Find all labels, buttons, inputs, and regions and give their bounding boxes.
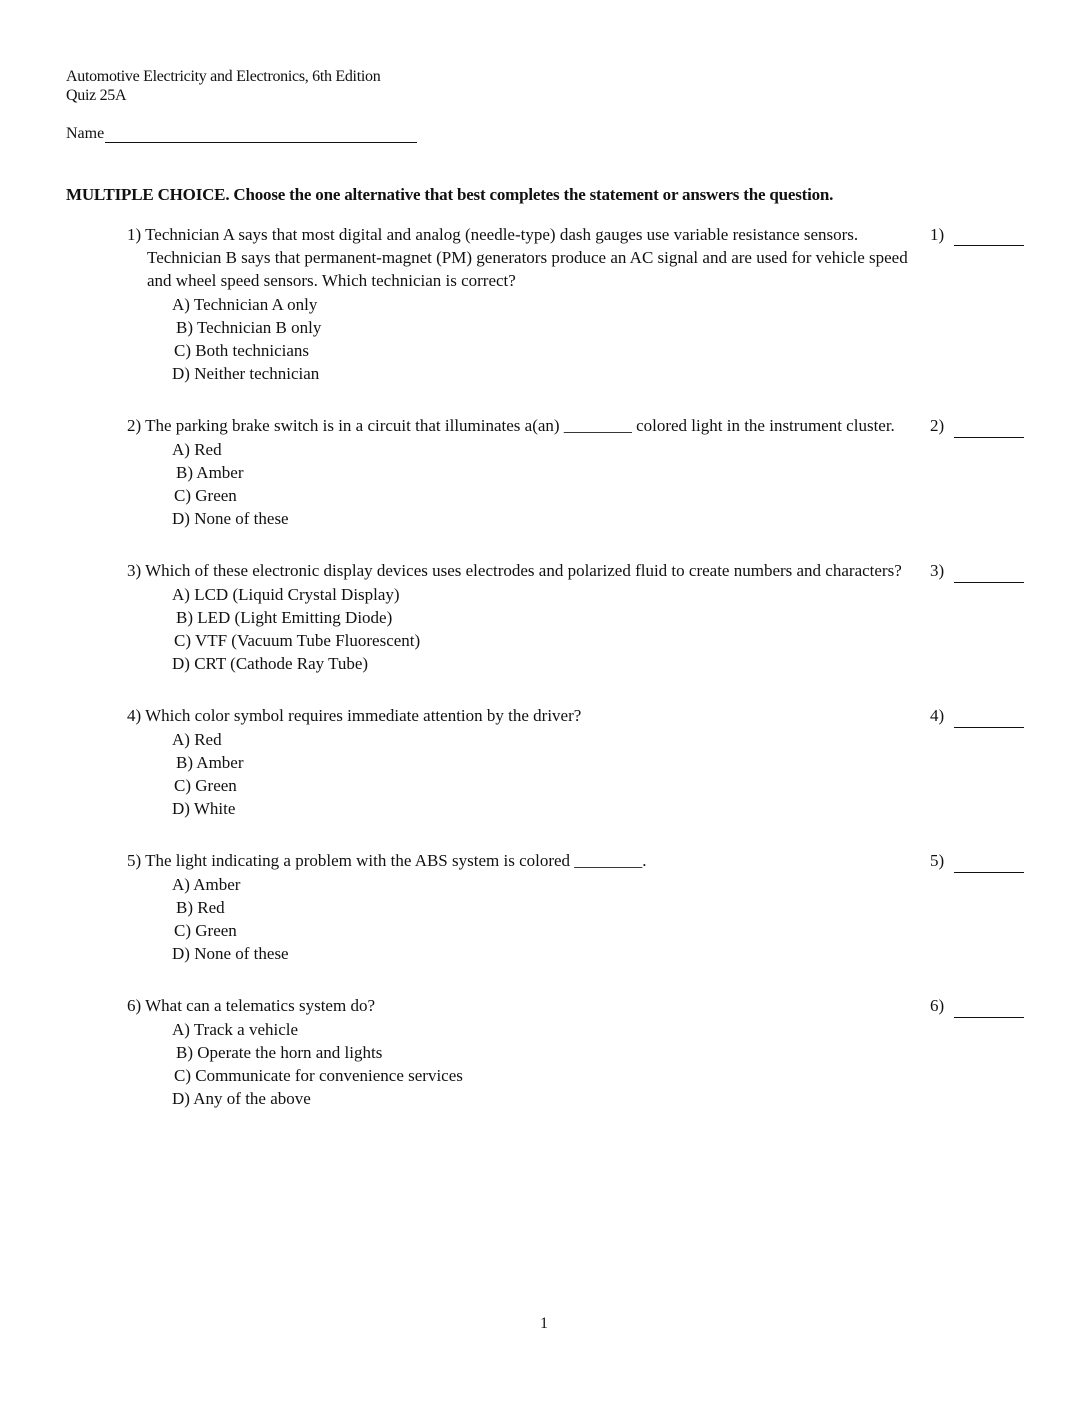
answer-option: B) Operate the horn and lights: [176, 1042, 383, 1062]
answer-option: C) Green: [174, 921, 237, 941]
question-text: 5) The light indicating a problem with the ABS system is colored ________.: [127, 851, 647, 871]
answer-blank-line[interactable]: [954, 229, 1024, 246]
answer-slot: [930, 704, 1024, 727]
answer-slot: [930, 849, 1024, 872]
name-blank-line: [105, 126, 417, 143]
answer-options: [127, 728, 1037, 821]
question-text: 3) Which of these electronic display devices uses electrodes and polarized fluid to create numbers and characters?: [127, 561, 902, 581]
name-field: [66, 125, 417, 143]
question-item: [127, 704, 1037, 820]
question-text: 2) The parking brake switch is in a circuit that illuminates a(an) ________ colored light in the instrument cluster.: [127, 416, 895, 436]
question-item: [127, 559, 1037, 675]
answer-options: [127, 583, 1037, 676]
question-item: [127, 994, 1037, 1110]
answer-option: A) Technician A only: [172, 294, 318, 314]
answer-option: D) None of these: [172, 509, 289, 529]
course-title: Automotive Electricity and Electronics, 6th Edition: [66, 68, 381, 85]
answer-option: B) Amber: [176, 752, 244, 772]
answer-option: D) Neither technician: [172, 364, 320, 384]
answer-option: A) Track a vehicle: [172, 1019, 299, 1039]
question-text: 6) What can a telematics system do?: [127, 996, 375, 1016]
answer-number: 4): [930, 706, 945, 726]
question-item: [127, 414, 1037, 530]
quiz-title: Quiz 25A: [66, 87, 127, 104]
question-text: 4) Which color symbol requires immediate attention by the driver?: [127, 706, 582, 726]
answer-blank-line[interactable]: [954, 711, 1024, 728]
answer-option: A) Red: [172, 729, 222, 749]
answer-blank-line[interactable]: [954, 566, 1024, 583]
answer-number: 1): [930, 225, 945, 244]
answer-options: [127, 438, 1037, 531]
answer-option: B) Amber: [176, 462, 244, 482]
answer-option: A) Red: [172, 439, 222, 459]
name-label: Name: [66, 125, 105, 142]
answer-options: [127, 873, 1037, 966]
answer-option: C) Both technicians: [174, 341, 310, 361]
question-text: 1) Technician A says that most digital and analog (needle-type) dash gauges use variable resistance sensors. Technician B says that permanent-magnet (PM) generators produce an AC signal and are used for vehicle speed and wheel speed sensors. Which technician is correct?: [127, 225, 908, 291]
answer-option: B) LED (Light Emitting Diode): [176, 607, 393, 627]
answer-option: C) VTF (Vacuum Tube Fluorescent): [174, 631, 421, 651]
question-item: [127, 849, 1037, 965]
answer-slot: [930, 223, 1024, 246]
answer-number: 6): [930, 996, 945, 1016]
answer-number: 2): [930, 416, 945, 436]
answer-option: A) LCD (Liquid Crystal Display): [172, 584, 400, 604]
answer-number: 5): [930, 851, 945, 871]
answer-option: B) Red: [176, 897, 225, 917]
answer-blank-line[interactable]: [954, 1001, 1024, 1018]
answer-option: B) Technician B only: [176, 317, 322, 337]
answer-options: [127, 1018, 1037, 1111]
answer-option: A) Amber: [172, 874, 241, 894]
answer-option: C) Communicate for convenience services: [174, 1066, 463, 1086]
answer-number: 3): [930, 561, 945, 581]
question-item: [127, 223, 1037, 385]
answer-option: C) Green: [174, 486, 237, 506]
answer-slot: [930, 994, 1024, 1017]
answer-option: D) White: [172, 799, 236, 819]
answer-option: D) Any of the above: [172, 1089, 311, 1109]
answer-option: D) None of these: [172, 944, 289, 964]
document-header: [66, 67, 380, 105]
section-instructions: MULTIPLE CHOICE. Choose the one alternative that best completes the statement or answers the question.: [66, 185, 834, 204]
answer-blank-line[interactable]: [954, 856, 1024, 873]
answer-blank-line[interactable]: [954, 421, 1024, 438]
question-list: [127, 223, 1037, 1140]
answer-option: D) CRT (Cathode Ray Tube): [172, 654, 369, 674]
answer-slot: [930, 414, 1024, 437]
answer-slot: [930, 559, 1024, 582]
answer-options: [127, 293, 1037, 386]
page-number: 1: [540, 1315, 548, 1332]
answer-option: C) Green: [174, 776, 237, 796]
